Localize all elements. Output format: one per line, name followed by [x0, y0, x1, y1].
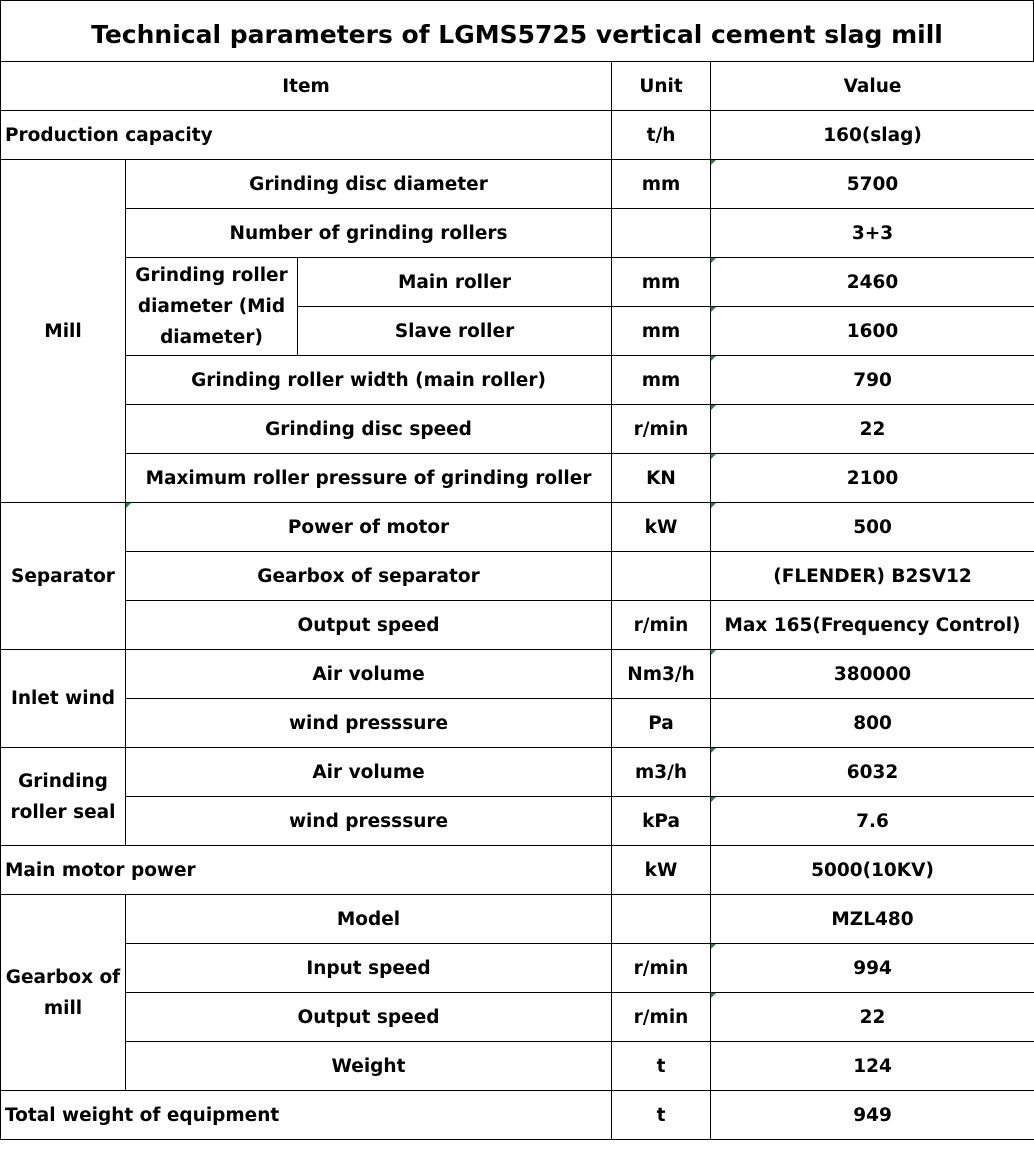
row-label: Slave roller: [298, 307, 612, 356]
row-value: Max 165(Frequency Control): [711, 601, 1034, 650]
row-unit: r/min: [612, 993, 711, 1042]
row-value: 22: [711, 405, 1034, 454]
table-row: [1, 944, 1034, 993]
row-value: 6032: [711, 748, 1034, 797]
group-label-inlet-wind: Inlet wind: [1, 650, 126, 748]
row-value: 380000: [711, 650, 1034, 699]
row-label: Air volume: [126, 650, 612, 699]
row-value: 2460: [711, 258, 1034, 307]
row-label: Grinding roller width (main roller): [126, 356, 612, 405]
row-unit: mm: [612, 356, 711, 405]
row-value: 800: [711, 699, 1034, 748]
header-item: Item: [1, 62, 612, 111]
row-value: 124: [711, 1042, 1034, 1091]
group-label-separator: Separator: [1, 503, 126, 650]
row-unit: Nm3/h: [612, 650, 711, 699]
table-row: [1, 601, 1034, 650]
row-value: 994: [711, 944, 1034, 993]
row-label: Maximum roller pressure of grinding roller: [126, 454, 612, 503]
table-row: [1, 258, 1034, 307]
table-row: [1, 356, 1034, 405]
header-unit: Unit: [612, 62, 711, 111]
row-label: Grinding disc diameter: [126, 160, 612, 209]
table-row: [1, 797, 1034, 846]
row-label: Model: [126, 895, 612, 944]
table-row: [1, 650, 1034, 699]
row-label: Input speed: [126, 944, 612, 993]
row-label: Output speed: [126, 993, 612, 1042]
table-row: [1, 209, 1034, 258]
row-value: MZL480: [711, 895, 1034, 944]
table-row: [1, 699, 1034, 748]
table-row: [1, 1091, 1034, 1140]
group-label-roller-seal: Grinding roller seal: [1, 748, 126, 846]
row-label: Production capacity: [1, 111, 612, 160]
row-label: Gearbox of separator: [126, 552, 612, 601]
row-unit: m3/h: [612, 748, 711, 797]
row-unit: kPa: [612, 797, 711, 846]
row-label: Weight: [126, 1042, 612, 1091]
table-row: [1, 552, 1034, 601]
row-value: 160(slag): [711, 111, 1034, 160]
row-unit: Pa: [612, 699, 711, 748]
table-row: [1, 160, 1034, 209]
row-label: Air volume: [126, 748, 612, 797]
row-value: 7.6: [711, 797, 1034, 846]
row-label: wind presssure: [126, 797, 612, 846]
row-unit: t: [612, 1091, 711, 1140]
row-unit: [612, 552, 711, 601]
table-row: [1, 503, 1034, 552]
row-label: Number of grinding rollers: [126, 209, 612, 258]
row-value: 22: [711, 993, 1034, 1042]
row-unit: KN: [612, 454, 711, 503]
group-label-mill: Mill: [1, 160, 126, 503]
row-value: 500: [711, 503, 1034, 552]
row-value: 5700: [711, 160, 1034, 209]
table-row: [1, 111, 1034, 160]
row-unit: r/min: [612, 944, 711, 993]
row-unit: t/h: [612, 111, 711, 160]
parameters-table: [0, 61, 1034, 1140]
row-unit: r/min: [612, 405, 711, 454]
group-label-roller-diameter: Grinding roller diameter (Mid diameter): [126, 258, 298, 356]
row-unit: [612, 895, 711, 944]
row-unit: mm: [612, 160, 711, 209]
row-value: (FLENDER) B2SV12: [711, 552, 1034, 601]
row-label: Grinding disc speed: [126, 405, 612, 454]
table-row: [1, 846, 1034, 895]
row-value: 790: [711, 356, 1034, 405]
row-value: 5000(10KV): [711, 846, 1034, 895]
table-row: [1, 748, 1034, 797]
table-row: [1, 895, 1034, 944]
row-value: 1600: [711, 307, 1034, 356]
row-unit: r/min: [612, 601, 711, 650]
row-unit: [612, 209, 711, 258]
row-value: 3+3: [711, 209, 1034, 258]
row-unit: t: [612, 1042, 711, 1091]
row-value: 949: [711, 1091, 1034, 1140]
table-title: Technical parameters of LGMS5725 vertical cement slag mill: [0, 0, 1034, 61]
table-row: [1, 454, 1034, 503]
row-label: Power of motor: [126, 503, 612, 552]
row-unit: kW: [612, 846, 711, 895]
table-row: [1, 993, 1034, 1042]
row-label: Main motor power: [1, 846, 612, 895]
table-row: [1, 1042, 1034, 1091]
row-label: Output speed: [126, 601, 612, 650]
row-label: wind presssure: [126, 699, 612, 748]
row-value: 2100: [711, 454, 1034, 503]
table-row: [1, 405, 1034, 454]
row-label: Total weight of equipment: [1, 1091, 612, 1140]
row-unit: mm: [612, 258, 711, 307]
row-unit: kW: [612, 503, 711, 552]
header-row: [1, 62, 1034, 111]
group-label-gearbox-of-mill: Gearbox of mill: [1, 895, 126, 1091]
row-label: Main roller: [298, 258, 612, 307]
row-unit: mm: [612, 307, 711, 356]
header-value: Value: [711, 62, 1034, 111]
